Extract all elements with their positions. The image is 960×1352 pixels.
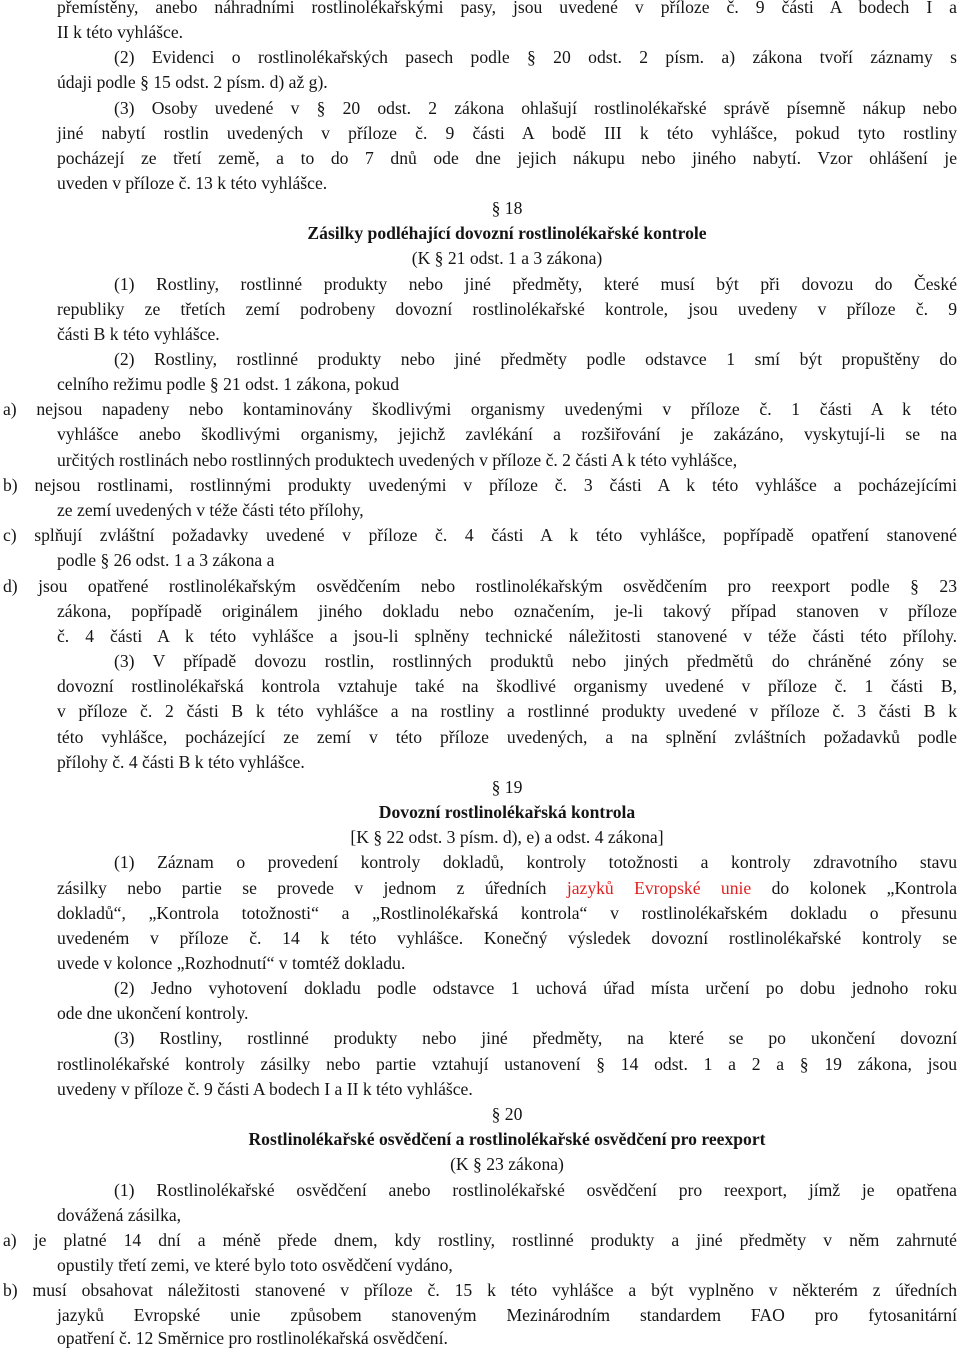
text-line: této vyhlášce, pocházející ze zemí v této příloze uvedených, a na splnění zvláštních požadavků podle — [57, 727, 957, 747]
text-line: č. 4 části A k této vyhlášce a jsou-li splněny technické náležitosti stanovené v téže části této přílohy. — [57, 626, 957, 646]
text-line: (1) Rostlinolékařské osvědčení anebo rostlinolékařské osvědčení pro reexport, jímž je opatřena — [114, 1180, 957, 1200]
text-line: opatření č. 12 Směrnice pro rostlinolékařská osvědčení. — [57, 1328, 448, 1348]
text-line: ode dne ukončení kontroly. — [57, 1003, 249, 1023]
text-line: dovážená zásilka, — [57, 1205, 182, 1225]
text-line: údaji podle § 15 odst. 2 písm. d) až g). — [57, 72, 328, 92]
text-line: uvedeném v příloze č. 14 k této vyhlášce. Konečný výsledek dovozní rostlinolékařské kontroly se — [57, 928, 957, 948]
text-line: (3) Rostliny, rostlinné produkty nebo jiné předměty, na které se po ukončení dovozní — [114, 1028, 957, 1048]
text-line: rostlinolékařské kontroly zásilky nebo partie vztahují ustanovení § 14 odst. 1 a 2 a § 19 zákona, jsou — [57, 1054, 957, 1074]
text-line: uvedeny v příloze č. 9 části A bodech I a II k této vyhlášce. — [57, 1079, 473, 1099]
text-line: republiky ze třetích zemí podrobeny dovozní rostlinolékařské kontrole, jsou uvedeny v příloze č. 9 — [57, 299, 957, 319]
text-line: přemístěny, anebo náhradními rostlinolékařskými pasy, jsou uvedené v příloze č. 9 části A bodech I a — [57, 0, 957, 17]
text-line: pocházejí ze třetí země, a to do 7 dnů ode dne jejich nákupu nebo jiného nabytí. Vzor ohlášení je — [57, 148, 957, 168]
section-number: § 19 — [491, 777, 523, 797]
section-reference: (K § 21 odst. 1 a 3 zákona) — [411, 248, 603, 268]
text-line: jazyků Evropské unie způsobem stanoveným Mezinárodním standardem FAO pro fytosanitární — [57, 1305, 957, 1325]
section-heading: Dovozní rostlinolékařská kontrola — [378, 802, 636, 822]
text-line: vyhlášce anebo škodlivými organismy, jejichž zavlékání a rozšiřování je zakázáno, vyskytují-li se na — [57, 424, 957, 444]
text-line: přílohy č. 4 části B k této vyhlášce. — [57, 752, 305, 772]
list-item-line: a) je platné 14 dní a méně přede dnem, kdy rostliny, rostlinné produkty a jiné předměty v něm zahrnuté — [3, 1230, 957, 1250]
text-line: (3) V případě dovozu rostlin, rostlinných produktů nebo jiných předmětů do chráněné zóny se — [114, 651, 957, 671]
text-line: (2) Evidenci o rostlinolékařských pasech podle § 20 odst. 2 písm. a) zákona tvoří záznamy s — [114, 47, 957, 67]
text-line: části B k této vyhlášce. — [57, 324, 220, 344]
section-heading: Rostlinolékařské osvědčení a rostlinolékařské osvědčení pro reexport — [248, 1129, 766, 1149]
text-line: uveden v příloze č. 13 k této vyhlášce. — [57, 173, 328, 193]
text-segment: zásilky nebo partie se provede v jednom z úředních — [57, 878, 567, 898]
text-line: dokladů“, „Kontrola totožnosti“ a „Rostlinolékařská kontrola“ v rostlinolékařském dokladu o přesunu — [57, 903, 957, 923]
text-line: II k této vyhlášce. — [57, 22, 184, 42]
text-line: v příloze č. 2 části B k této vyhlášce a na rostliny a rostlinné produkty uvedené v příloze č. 3 části B k — [57, 701, 957, 721]
text-line: (2) Rostliny, rostlinné produkty nebo jiné předměty podle odstavce 1 smí být propuštěny do — [114, 349, 957, 369]
text-line: jiné nabytí rostlin uvedených v příloze č. 9 části A bodě III k této vyhlášce, pokud tyto rostliny — [57, 123, 957, 143]
text-line: (2) Jedno vyhotovení dokladu podle odstavce 1 uchová úřad místa určení po dobu jednoho roku — [114, 978, 957, 998]
section-number: § 20 — [491, 1104, 523, 1124]
section-heading: Zásilky podléhající dovozní rostlinolékařské kontrole — [307, 223, 707, 243]
section-reference: (K § 23 zákona) — [450, 1154, 564, 1174]
list-item-line: a) nejsou napadeny nebo kontaminovány škodlivými organismy uvedenými v příloze č. 1 části A k této — [3, 399, 957, 419]
section-reference: [K § 22 odst. 3 písm. d), e) a odst. 4 zákona] — [350, 827, 664, 847]
text-line: (1) Rostliny, rostlinné produkty nebo jiné předměty, které musí být při dovozu do České — [114, 274, 957, 294]
text-line: (1) Záznam o provedení kontroly dokladů, kontroly totožnosti a kontroly zdravotního stavu — [114, 852, 957, 872]
list-item-line: b) nejsou rostlinami, rostlinnými produkty uvedenými v příloze č. 3 části A k této vyhlášce a pocházejícími — [3, 475, 957, 495]
text-segment: do kolonek „Kontrola — [751, 878, 958, 898]
text-line: dovozní rostlinolékařská kontrola vztahuje také na škodlivé organismy uvedené v příloze č. 1 části B, — [57, 676, 957, 696]
text-line: zákona, popřípadě originálem jiného dokladu nebo označením, je-li takový případ stanoven v příloze — [57, 601, 957, 621]
text-line: určitých rostlinách nebo rostlinných produktech uvedených v příloze č. 2 části A k této vyhlášce, — [57, 450, 738, 470]
highlighted-text: jazyků Evropské unie — [566, 878, 752, 898]
text-line: uvede v kolonce „Rozhodnutí“ v tomtéž dokladu. — [57, 953, 406, 973]
section-number: § 18 — [491, 198, 523, 218]
text-line: (3) Osoby uvedené v § 20 odst. 2 zákona ohlašují rostlinolékařské správě písemně nákup nebo — [114, 98, 957, 118]
list-item-line: c) splňují zvláštní požadavky uvedené v příloze č. 4 části A k této vyhlášce, popřípadě opatření stanovené — [3, 525, 957, 545]
text-line: podle § 26 odst. 1 a 3 zákona a — [57, 550, 275, 570]
list-item-line: b) musí obsahovat náležitosti stanovené v příloze č. 15 k této vyhlášce a být vyplněno v některém z úředních — [3, 1280, 957, 1300]
text-line: ze zemí uvedených v téže části této přílohy, — [57, 500, 364, 520]
text-line — [57, 876, 957, 901]
list-item-line: d) jsou opatřené rostlinolékařským osvědčením nebo rostlinolékařským osvědčením pro reexport podle § 23 — [3, 576, 957, 596]
text-line: celního režimu podle § 21 odst. 1 zákona, pokud — [57, 374, 400, 394]
text-line: opustily třetí zemi, ve které bylo toto osvědčení vydáno, — [57, 1255, 453, 1275]
